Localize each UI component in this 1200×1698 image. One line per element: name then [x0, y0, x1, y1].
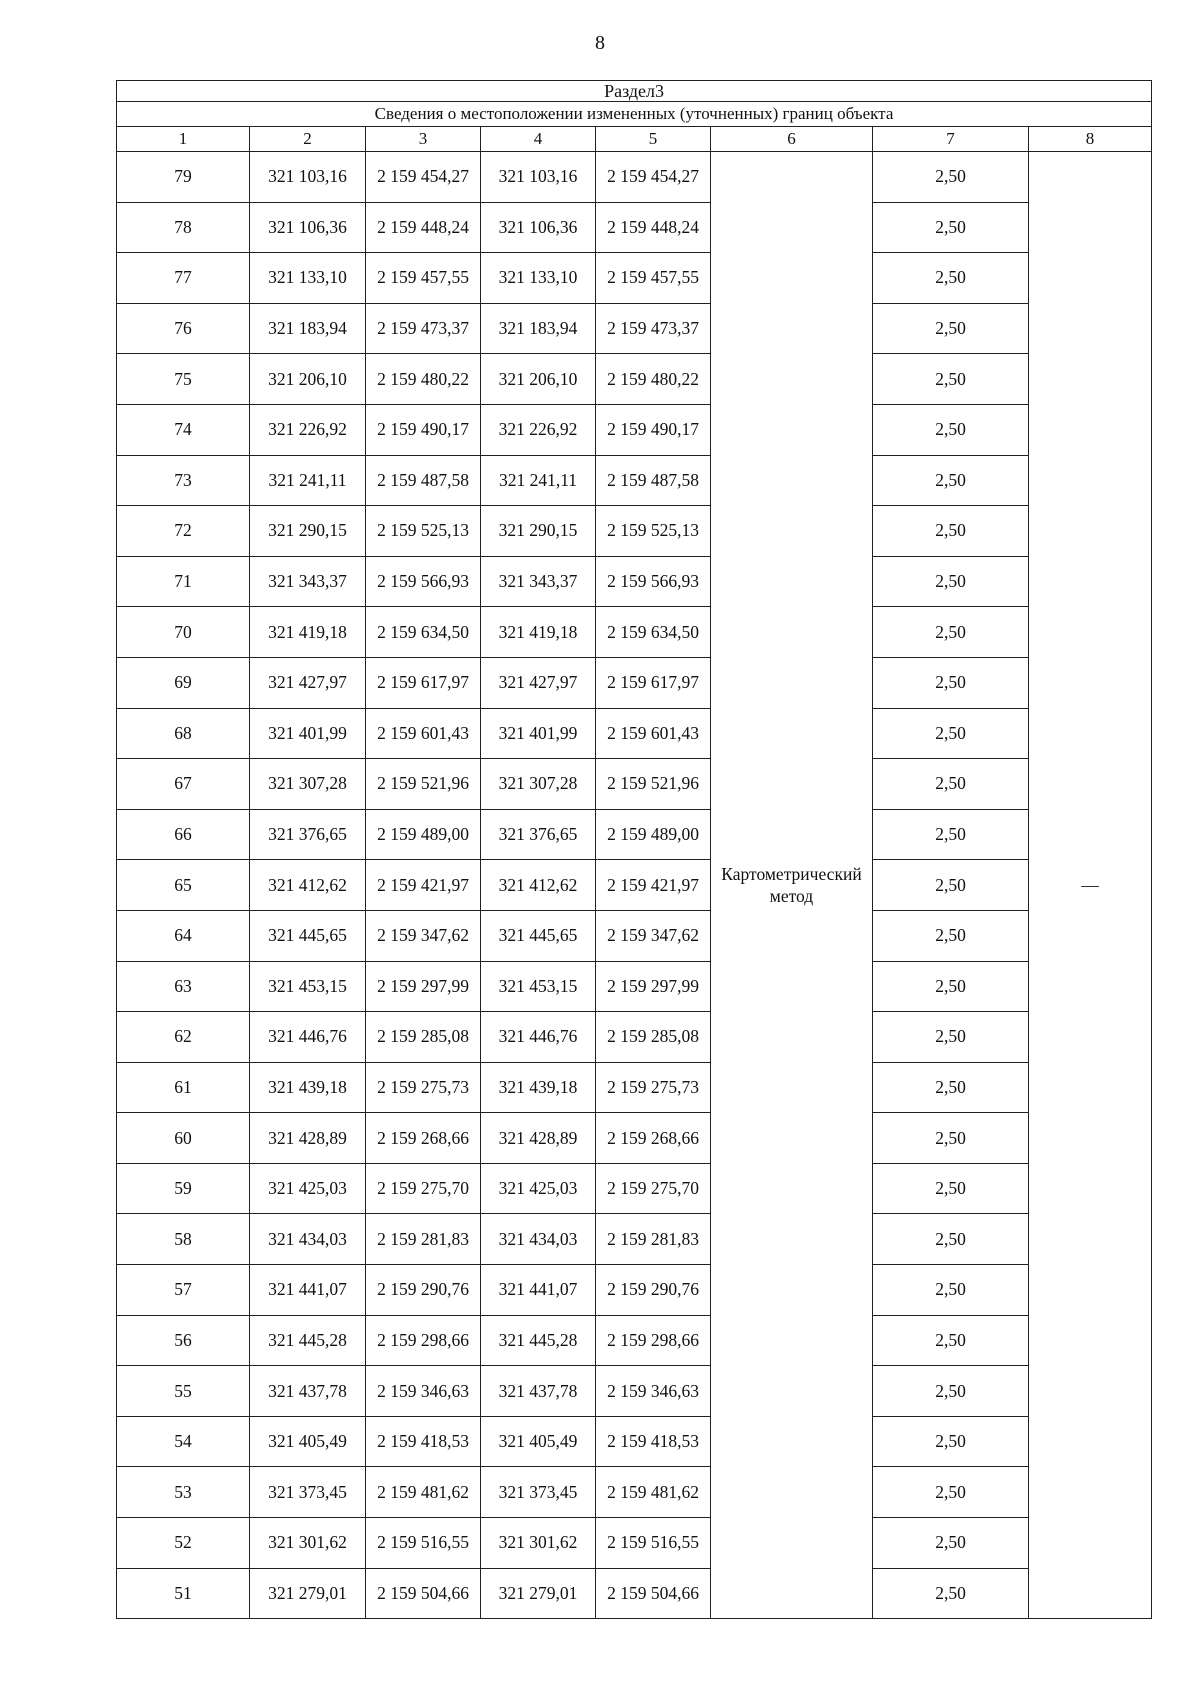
method-cell: Картометрический метод — [711, 152, 873, 1619]
y-new-cell: 2 159 448,24 — [596, 202, 711, 253]
table-row — [117, 1214, 1152, 1265]
table-row — [117, 1163, 1152, 1214]
x-existing-cell: 321 279,01 — [250, 1568, 366, 1619]
point-number-cell: 79 — [117, 152, 250, 203]
accuracy-cell: 2,50 — [873, 1265, 1029, 1316]
x-new-cell: 321 290,15 — [481, 506, 596, 557]
point-number-cell: 60 — [117, 1113, 250, 1164]
y-existing-cell: 2 159 487,58 — [366, 455, 481, 506]
accuracy-cell: 2,50 — [873, 1518, 1029, 1569]
point-number-cell: 58 — [117, 1214, 250, 1265]
y-new-cell: 2 159 275,73 — [596, 1062, 711, 1113]
accuracy-cell: 2,50 — [873, 1163, 1029, 1214]
description-cell: — — [1029, 152, 1152, 1619]
y-existing-cell: 2 159 290,76 — [366, 1265, 481, 1316]
y-existing-cell: 2 159 421,97 — [366, 860, 481, 911]
y-new-cell: 2 159 601,43 — [596, 708, 711, 759]
accuracy-cell: 2,50 — [873, 1416, 1029, 1467]
y-existing-cell: 2 159 457,55 — [366, 253, 481, 304]
x-existing-cell: 321 428,89 — [250, 1113, 366, 1164]
column-number: 4 — [481, 127, 596, 152]
y-new-cell: 2 159 454,27 — [596, 152, 711, 203]
x-new-cell: 321 373,45 — [481, 1467, 596, 1518]
x-existing-cell: 321 439,18 — [250, 1062, 366, 1113]
y-new-cell: 2 159 634,50 — [596, 607, 711, 658]
y-existing-cell: 2 159 490,17 — [366, 404, 481, 455]
table-row — [117, 961, 1152, 1012]
x-new-cell: 321 437,78 — [481, 1366, 596, 1417]
x-existing-cell: 321 446,76 — [250, 1012, 366, 1063]
x-existing-cell: 321 106,36 — [250, 202, 366, 253]
x-new-cell: 321 183,94 — [481, 303, 596, 354]
column-number: 6 — [711, 127, 873, 152]
point-number-cell: 53 — [117, 1467, 250, 1518]
x-new-cell: 321 453,15 — [481, 961, 596, 1012]
x-new-cell: 321 405,49 — [481, 1416, 596, 1467]
y-existing-cell: 2 159 634,50 — [366, 607, 481, 658]
y-new-cell: 2 159 281,83 — [596, 1214, 711, 1265]
accuracy-cell: 2,50 — [873, 910, 1029, 961]
x-new-cell: 321 428,89 — [481, 1113, 596, 1164]
x-existing-cell: 321 206,10 — [250, 354, 366, 405]
x-new-cell: 321 401,99 — [481, 708, 596, 759]
x-existing-cell: 321 441,07 — [250, 1265, 366, 1316]
x-new-cell: 321 241,11 — [481, 455, 596, 506]
accuracy-cell: 2,50 — [873, 152, 1029, 203]
y-new-cell: 2 159 298,66 — [596, 1315, 711, 1366]
page-number: 8 — [595, 32, 605, 54]
point-number-cell: 61 — [117, 1062, 250, 1113]
point-number-cell: 73 — [117, 455, 250, 506]
y-existing-cell: 2 159 489,00 — [366, 809, 481, 860]
point-number-cell: 54 — [117, 1416, 250, 1467]
point-number-cell: 72 — [117, 506, 250, 557]
table-row — [117, 303, 1152, 354]
accuracy-cell: 2,50 — [873, 607, 1029, 658]
y-new-cell: 2 159 473,37 — [596, 303, 711, 354]
column-number: 2 — [250, 127, 366, 152]
y-existing-cell: 2 159 346,63 — [366, 1366, 481, 1417]
y-new-cell: 2 159 457,55 — [596, 253, 711, 304]
point-number-cell: 55 — [117, 1366, 250, 1417]
x-existing-cell: 321 427,97 — [250, 657, 366, 708]
y-existing-cell: 2 159 521,96 — [366, 759, 481, 810]
x-existing-cell: 321 425,03 — [250, 1163, 366, 1214]
x-new-cell: 321 434,03 — [481, 1214, 596, 1265]
y-new-cell: 2 159 297,99 — [596, 961, 711, 1012]
x-existing-cell: 321 376,65 — [250, 809, 366, 860]
y-new-cell: 2 159 346,63 — [596, 1366, 711, 1417]
x-existing-cell: 321 453,15 — [250, 961, 366, 1012]
point-number-cell: 71 — [117, 556, 250, 607]
y-existing-cell: 2 159 275,70 — [366, 1163, 481, 1214]
column-number: 5 — [596, 127, 711, 152]
table-row — [117, 910, 1152, 961]
y-new-cell: 2 159 617,97 — [596, 657, 711, 708]
accuracy-cell: 2,50 — [873, 455, 1029, 506]
table-row — [117, 455, 1152, 506]
x-new-cell: 321 441,07 — [481, 1265, 596, 1316]
y-existing-cell: 2 159 281,83 — [366, 1214, 481, 1265]
accuracy-cell: 2,50 — [873, 860, 1029, 911]
table-row — [117, 1416, 1152, 1467]
table-row — [117, 1366, 1152, 1417]
y-new-cell: 2 159 481,62 — [596, 1467, 711, 1518]
table-row — [117, 1012, 1152, 1063]
x-new-cell: 321 343,37 — [481, 556, 596, 607]
point-number-cell: 78 — [117, 202, 250, 253]
y-new-cell: 2 159 347,62 — [596, 910, 711, 961]
x-new-cell: 321 106,36 — [481, 202, 596, 253]
y-existing-cell: 2 159 504,66 — [366, 1568, 481, 1619]
accuracy-cell: 2,50 — [873, 1366, 1029, 1417]
y-existing-cell: 2 159 481,62 — [366, 1467, 481, 1518]
table-row — [117, 1518, 1152, 1569]
accuracy-cell: 2,50 — [873, 759, 1029, 810]
x-existing-cell: 321 419,18 — [250, 607, 366, 658]
y-existing-cell: 2 159 525,13 — [366, 506, 481, 557]
y-existing-cell: 2 159 454,27 — [366, 152, 481, 203]
accuracy-cell: 2,50 — [873, 253, 1029, 304]
point-number-cell: 52 — [117, 1518, 250, 1569]
table-row — [117, 506, 1152, 557]
x-new-cell: 321 445,28 — [481, 1315, 596, 1366]
table-row — [117, 1113, 1152, 1164]
point-number-cell: 63 — [117, 961, 250, 1012]
y-new-cell: 2 159 290,76 — [596, 1265, 711, 1316]
accuracy-cell: 2,50 — [873, 657, 1029, 708]
x-new-cell: 321 226,92 — [481, 404, 596, 455]
accuracy-cell: 2,50 — [873, 1012, 1029, 1063]
column-number: 3 — [366, 127, 481, 152]
x-existing-cell: 321 343,37 — [250, 556, 366, 607]
point-number-cell: 57 — [117, 1265, 250, 1316]
x-existing-cell: 321 401,99 — [250, 708, 366, 759]
point-number-cell: 65 — [117, 860, 250, 911]
y-new-cell: 2 159 516,55 — [596, 1518, 711, 1569]
boundary-coordinates-table — [116, 80, 1152, 1619]
y-existing-cell: 2 159 297,99 — [366, 961, 481, 1012]
table-row — [117, 657, 1152, 708]
x-existing-cell: 321 437,78 — [250, 1366, 366, 1417]
y-new-cell: 2 159 504,66 — [596, 1568, 711, 1619]
column-number: 1 — [117, 127, 250, 152]
y-new-cell: 2 159 489,00 — [596, 809, 711, 860]
point-number-cell: 64 — [117, 910, 250, 961]
x-new-cell: 321 446,76 — [481, 1012, 596, 1063]
x-new-cell: 321 279,01 — [481, 1568, 596, 1619]
y-new-cell: 2 159 268,66 — [596, 1113, 711, 1164]
table-row — [117, 607, 1152, 658]
x-new-cell: 321 425,03 — [481, 1163, 596, 1214]
point-number-cell: 69 — [117, 657, 250, 708]
x-new-cell: 321 103,16 — [481, 152, 596, 203]
accuracy-cell: 2,50 — [873, 708, 1029, 759]
point-number-cell: 76 — [117, 303, 250, 354]
point-number-cell: 70 — [117, 607, 250, 658]
table-row — [117, 708, 1152, 759]
column-number-row — [117, 127, 1152, 152]
point-number-cell: 77 — [117, 253, 250, 304]
x-new-cell: 321 412,62 — [481, 860, 596, 911]
table-row — [117, 202, 1152, 253]
x-existing-cell: 321 133,10 — [250, 253, 366, 304]
x-new-cell: 321 439,18 — [481, 1062, 596, 1113]
accuracy-cell: 2,50 — [873, 809, 1029, 860]
y-new-cell: 2 159 566,93 — [596, 556, 711, 607]
accuracy-cell: 2,50 — [873, 1062, 1029, 1113]
x-existing-cell: 321 103,16 — [250, 152, 366, 203]
y-existing-cell: 2 159 275,73 — [366, 1062, 481, 1113]
column-number: 7 — [873, 127, 1029, 152]
x-new-cell: 321 427,97 — [481, 657, 596, 708]
section-title: Раздел3 — [117, 81, 1152, 102]
y-existing-cell: 2 159 448,24 — [366, 202, 481, 253]
table-row — [117, 1315, 1152, 1366]
y-new-cell: 2 159 421,97 — [596, 860, 711, 911]
column-number: 8 — [1029, 127, 1152, 152]
accuracy-cell: 2,50 — [873, 202, 1029, 253]
y-existing-cell: 2 159 285,08 — [366, 1012, 481, 1063]
table-title: Сведения о местоположении измененных (уточненных) границ объекта — [117, 102, 1152, 127]
x-existing-cell: 321 445,28 — [250, 1315, 366, 1366]
y-existing-cell: 2 159 617,97 — [366, 657, 481, 708]
y-existing-cell: 2 159 418,53 — [366, 1416, 481, 1467]
x-existing-cell: 321 301,62 — [250, 1518, 366, 1569]
table-row — [117, 1265, 1152, 1316]
accuracy-cell: 2,50 — [873, 961, 1029, 1012]
point-number-cell: 68 — [117, 708, 250, 759]
y-existing-cell: 2 159 516,55 — [366, 1518, 481, 1569]
accuracy-cell: 2,50 — [873, 506, 1029, 557]
table-row — [117, 860, 1152, 911]
x-existing-cell: 321 405,49 — [250, 1416, 366, 1467]
x-existing-cell: 321 307,28 — [250, 759, 366, 810]
x-existing-cell: 321 183,94 — [250, 303, 366, 354]
y-new-cell: 2 159 487,58 — [596, 455, 711, 506]
y-existing-cell: 2 159 473,37 — [366, 303, 481, 354]
accuracy-cell: 2,50 — [873, 556, 1029, 607]
table-row — [117, 404, 1152, 455]
point-number-cell: 66 — [117, 809, 250, 860]
x-new-cell: 321 206,10 — [481, 354, 596, 405]
point-number-cell: 67 — [117, 759, 250, 810]
point-number-cell: 74 — [117, 404, 250, 455]
x-existing-cell: 321 434,03 — [250, 1214, 366, 1265]
y-existing-cell: 2 159 347,62 — [366, 910, 481, 961]
y-new-cell: 2 159 418,53 — [596, 1416, 711, 1467]
table-row — [117, 1062, 1152, 1113]
table-row — [117, 809, 1152, 860]
x-existing-cell: 321 241,11 — [250, 455, 366, 506]
y-new-cell: 2 159 275,70 — [596, 1163, 711, 1214]
y-new-cell: 2 159 490,17 — [596, 404, 711, 455]
table-row — [117, 354, 1152, 405]
x-new-cell: 321 301,62 — [481, 1518, 596, 1569]
accuracy-cell: 2,50 — [873, 354, 1029, 405]
x-new-cell: 321 376,65 — [481, 809, 596, 860]
accuracy-cell: 2,50 — [873, 1467, 1029, 1518]
point-number-cell: 62 — [117, 1012, 250, 1063]
y-new-cell: 2 159 521,96 — [596, 759, 711, 810]
point-number-cell: 75 — [117, 354, 250, 405]
accuracy-cell: 2,50 — [873, 404, 1029, 455]
x-new-cell: 321 445,65 — [481, 910, 596, 961]
accuracy-cell: 2,50 — [873, 1568, 1029, 1619]
accuracy-cell: 2,50 — [873, 303, 1029, 354]
x-existing-cell: 321 290,15 — [250, 506, 366, 557]
y-new-cell: 2 159 480,22 — [596, 354, 711, 405]
x-existing-cell: 321 226,92 — [250, 404, 366, 455]
accuracy-cell: 2,50 — [873, 1214, 1029, 1265]
y-existing-cell: 2 159 480,22 — [366, 354, 481, 405]
y-existing-cell: 2 159 601,43 — [366, 708, 481, 759]
point-number-cell: 51 — [117, 1568, 250, 1619]
point-number-cell: 56 — [117, 1315, 250, 1366]
table-row — [117, 152, 1152, 203]
point-number-cell: 59 — [117, 1163, 250, 1214]
accuracy-cell: 2,50 — [873, 1113, 1029, 1164]
y-new-cell: 2 159 525,13 — [596, 506, 711, 557]
table-row — [117, 1568, 1152, 1619]
y-new-cell: 2 159 285,08 — [596, 1012, 711, 1063]
y-existing-cell: 2 159 268,66 — [366, 1113, 481, 1164]
table-row — [117, 759, 1152, 810]
x-new-cell: 321 419,18 — [481, 607, 596, 658]
x-new-cell: 321 133,10 — [481, 253, 596, 304]
y-existing-cell: 2 159 298,66 — [366, 1315, 481, 1366]
accuracy-cell: 2,50 — [873, 1315, 1029, 1366]
table-row — [117, 253, 1152, 304]
x-existing-cell: 321 373,45 — [250, 1467, 366, 1518]
table-row — [117, 1467, 1152, 1518]
x-existing-cell: 321 445,65 — [250, 910, 366, 961]
x-existing-cell: 321 412,62 — [250, 860, 366, 911]
x-new-cell: 321 307,28 — [481, 759, 596, 810]
y-existing-cell: 2 159 566,93 — [366, 556, 481, 607]
table-row — [117, 556, 1152, 607]
